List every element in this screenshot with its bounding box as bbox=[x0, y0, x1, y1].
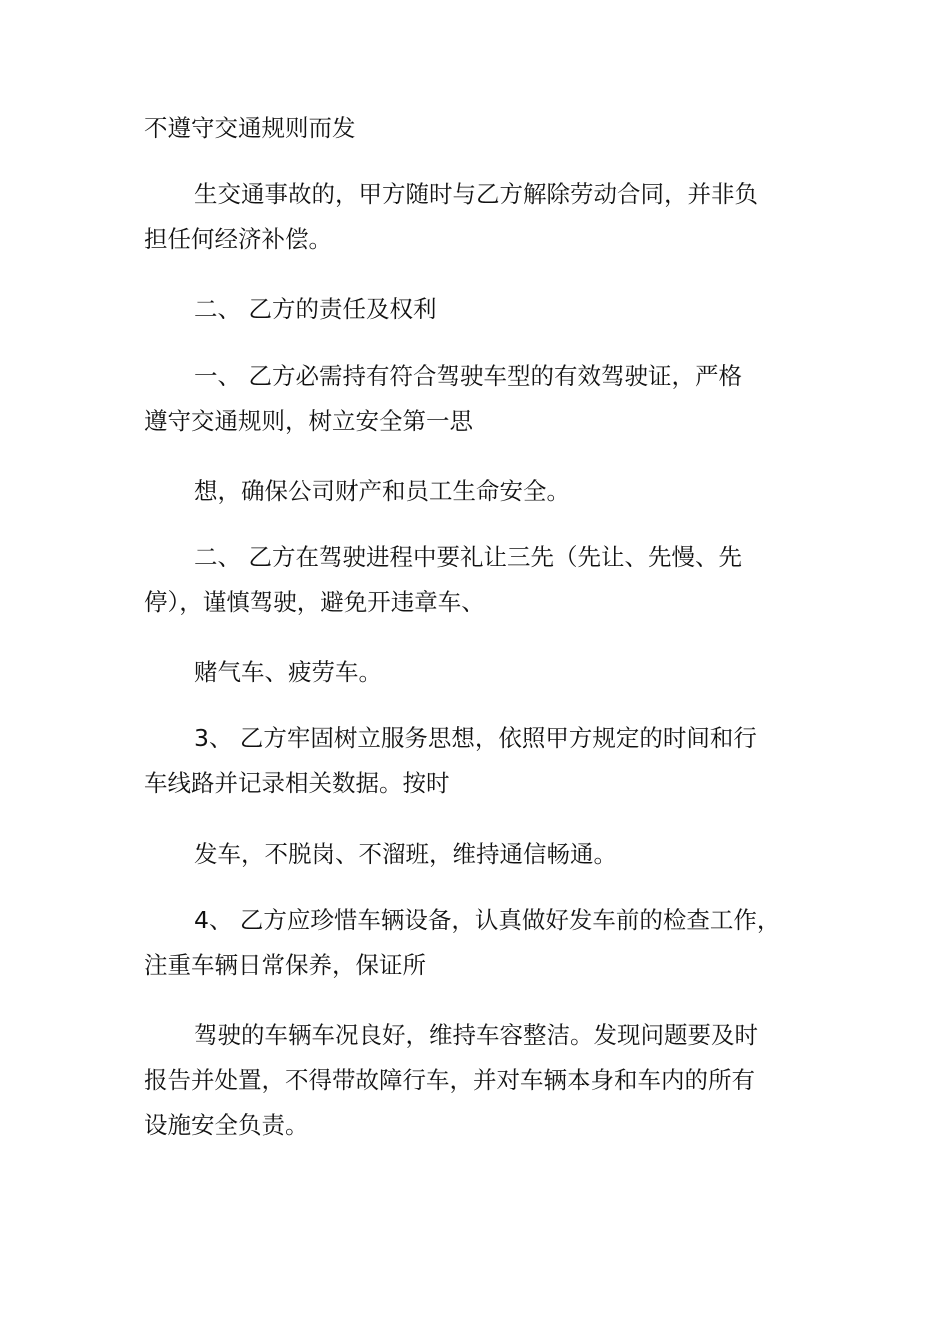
text-line: 发车，不脱岗、不溜班，维持通信畅通。 bbox=[194, 840, 617, 868]
section-heading-party-b-duties bbox=[144, 287, 812, 332]
paragraph-fragment-vehicle-condition bbox=[144, 1013, 812, 1148]
text-line: 车线路并记录相关数据。按时 bbox=[144, 769, 450, 797]
paragraph-item-service bbox=[144, 716, 812, 806]
text-line: 报告并处置，不得带故障行车，并对车辆本身和车内的所有 bbox=[144, 1066, 755, 1094]
paragraph-fragment-departure bbox=[144, 832, 812, 877]
text-line: 二、 乙方的责任及权利 bbox=[194, 295, 437, 323]
text-line: 停），谨慎驾驶，避免开违章车、 bbox=[144, 588, 485, 616]
paragraph-item-courtesy bbox=[144, 535, 812, 625]
paragraph-item-maintenance bbox=[144, 898, 812, 988]
text-line: 想，确保公司财产和员工生命安全。 bbox=[194, 477, 570, 505]
paragraph-fragment-fatigue bbox=[144, 650, 812, 695]
text-line: 赌气车、疲劳车。 bbox=[194, 658, 382, 686]
paragraph-fragment-safety bbox=[144, 469, 812, 514]
text-line: 注重车辆日常保养，保证所 bbox=[144, 951, 426, 979]
text-line: 生交通事故的，甲方随时与乙方解除劳动合同，并非负 bbox=[194, 180, 758, 208]
text-line: 遵守交通规则，树立安全第一思 bbox=[144, 407, 473, 435]
text-line: 驾驶的车辆车况良好，维持车容整洁。发现问题要及时 bbox=[194, 1021, 758, 1049]
paragraph-contract-termination bbox=[144, 172, 812, 262]
text-line: 二、 乙方在驾驶进程中要礼让三先（先让、先慢、先 bbox=[194, 543, 742, 571]
text-line: 3、 乙方牢固树立服务思想，依照甲方规定的时间和行 bbox=[194, 724, 757, 752]
text-line: 设施安全负责。 bbox=[144, 1111, 309, 1139]
text-line: 担任何经济补偿。 bbox=[144, 225, 332, 253]
text-line: 一、 乙方必需持有符合驾驶车型的有效驾驶证，严格 bbox=[194, 362, 742, 390]
paragraph-item-license bbox=[144, 354, 812, 444]
text-line: 不遵守交通规则而发 bbox=[144, 114, 356, 142]
paragraph-fragment-traffic-rules bbox=[144, 106, 812, 151]
text-line: 4、 乙方应珍惜车辆设备，认真做好发车前的检查工作， bbox=[194, 906, 781, 934]
